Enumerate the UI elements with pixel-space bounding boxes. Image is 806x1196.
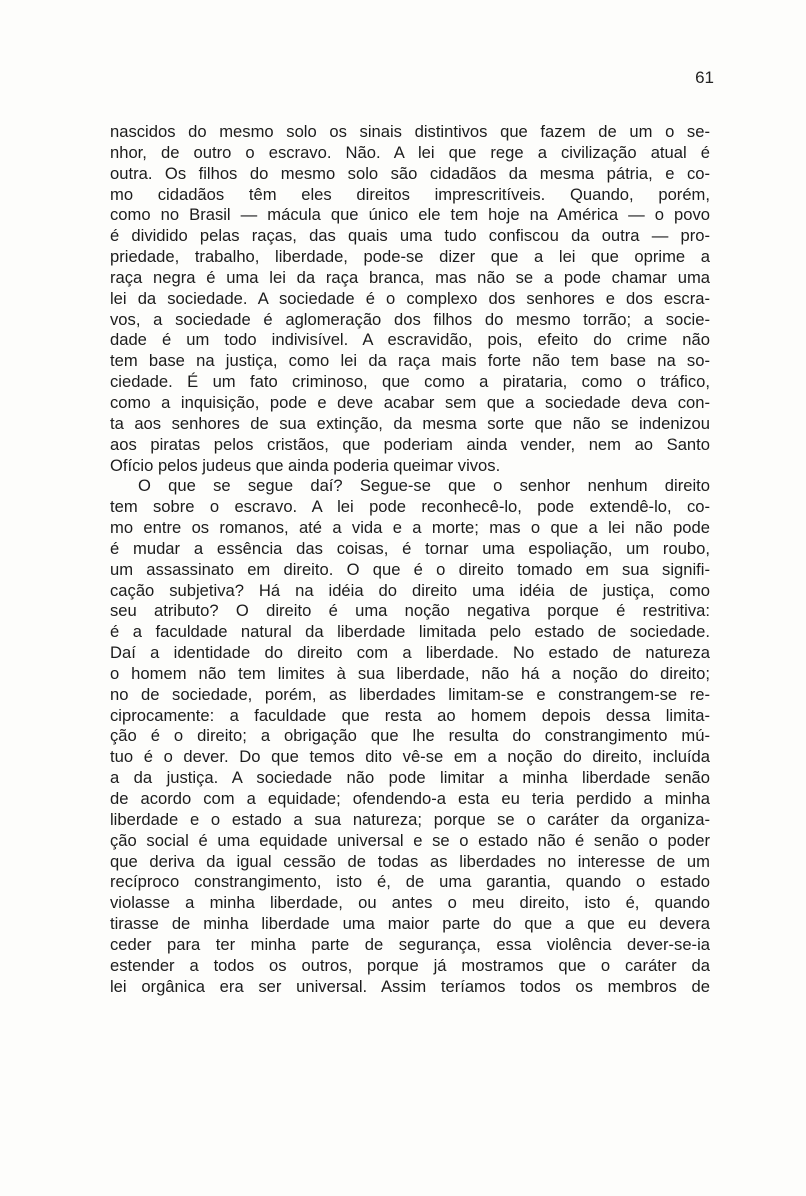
text-line: tem sobre o escravo. A lei pode reconhecê-lo, pode extendê-lo, co- bbox=[110, 497, 710, 517]
text-line: ta aos senhores de sua extinção, da mesma sorte que não se indenizou bbox=[110, 413, 710, 433]
page-number: 61 bbox=[695, 68, 714, 87]
text-line: um assassinato em direito. O que é o direito tomado em sua signifi- bbox=[110, 559, 710, 579]
text-line: ciedade. É um fato criminoso, que como a pirataria, como o tráfico, bbox=[110, 372, 710, 392]
text-line: que deriva da igual cessão de todas as liberdades no interesse de um bbox=[110, 851, 710, 871]
text-line: aos piratas pelos cristãos, que poderiam ainda vender, nem ao Santo bbox=[110, 434, 710, 454]
text-line: O que se segue daí? Segue-se que o senhor nenhum direito bbox=[138, 476, 710, 496]
body-text bbox=[110, 122, 710, 997]
text-line: é mudar a essência das coisas, é tornar uma espoliação, um roubo, bbox=[110, 538, 710, 558]
text-line: ção é o direito; a obrigação que lhe resulta do constrangimento mú- bbox=[110, 726, 710, 746]
text-line: priedade, trabalho, liberdade, pode-se dizer que a lei que oprime a bbox=[110, 247, 710, 267]
text-line: como a inquisição, pode e deve acabar sem que a sociedade deva con- bbox=[110, 392, 710, 412]
text-line: é a faculdade natural da liberdade limitada pelo estado de sociedade. bbox=[110, 622, 710, 642]
text-line: lei orgânica era ser universal. Assim teríamos todos os membros de bbox=[110, 976, 710, 996]
text-line: mo cidadãos têm eles direitos imprescritíveis. Quando, porém, bbox=[110, 184, 710, 204]
text-line: Ofício pelos judeus que ainda poderia queimar vivos. bbox=[110, 455, 501, 475]
text-line: de acordo com a equidade; ofendendo-a esta eu teria perdido a minha bbox=[110, 789, 710, 808]
text-line: nhor, de outro o escravo. Não. A lei que rege a civilização atual é bbox=[110, 142, 710, 162]
text-line: vos, a sociedade é aglomeração dos filhos do mesmo torrão; a socie- bbox=[110, 309, 710, 329]
text-line: cação subjetiva? Há na idéia do direito uma idéia de justiça, como bbox=[110, 580, 710, 600]
text-line: lei da sociedade. A sociedade é o complexo dos senhores e dos escra- bbox=[110, 288, 710, 308]
text-line: recíproco constrangimento, isto é, de uma garantia, quando o estado bbox=[110, 872, 710, 892]
text-line: mo entre os romanos, até a vida e a morte; mas o que a lei não pode bbox=[110, 518, 710, 538]
text-line: outra. Os filhos do mesmo solo são cidadãos da mesma pátria, e co- bbox=[110, 163, 710, 183]
text-line: raça negra é uma lei da raça branca, mas não se a pode chamar uma bbox=[110, 267, 710, 287]
text-line: liberdade e o estado a sua natureza; porque se o caráter da organiza- bbox=[110, 809, 710, 829]
text-line: nascidos do mesmo solo os sinais distintivos que fazem de um o se- bbox=[110, 122, 710, 141]
text-line: violasse a minha liberdade, ou antes o meu direito, isto é, quando bbox=[110, 893, 710, 913]
text-line: como no Brasil — mácula que único ele tem hoje na América — o povo bbox=[110, 205, 710, 225]
text-line: o homem não tem limites à sua liberdade, não há a noção do direito; bbox=[110, 663, 710, 683]
text-line: seu atributo? O direito é uma noção negativa porque é restritiva: bbox=[110, 601, 710, 621]
text-line: estender a todos os outros, porque já mostramos que o caráter da bbox=[110, 955, 710, 975]
text-line: é dividido pelas raças, das quais uma tudo confiscou da outra — pro- bbox=[110, 226, 710, 246]
text-line: tirasse de minha liberdade uma maior parte do que a que eu devera bbox=[110, 914, 710, 934]
text-line: tem base na justiça, como lei da raça mais forte não tem base na so- bbox=[110, 351, 710, 371]
text-line: tuo é o dever. Do que temos dito vê-se em a noção do direito, incluída bbox=[110, 747, 710, 767]
text-line: Daí a identidade do direito com a liberdade. No estado de natureza bbox=[110, 643, 710, 663]
text-line: a da justiça. A sociedade não pode limitar a minha liberdade senão bbox=[110, 768, 710, 788]
text-line: dade é um todo indivisível. A escravidão, pois, efeito do crime não bbox=[110, 330, 710, 350]
text-line: no de sociedade, porém, as liberdades limitam-se e constrangem-se re- bbox=[110, 684, 710, 704]
text-line: ção social é uma equidade universal e se o estado não é senão o poder bbox=[110, 830, 710, 850]
text-line: ciprocamente: a faculdade que resta ao homem depois dessa limita- bbox=[110, 705, 710, 725]
text-line: ceder para ter minha parte de segurança, essa violência dever-se-ia bbox=[110, 934, 710, 954]
